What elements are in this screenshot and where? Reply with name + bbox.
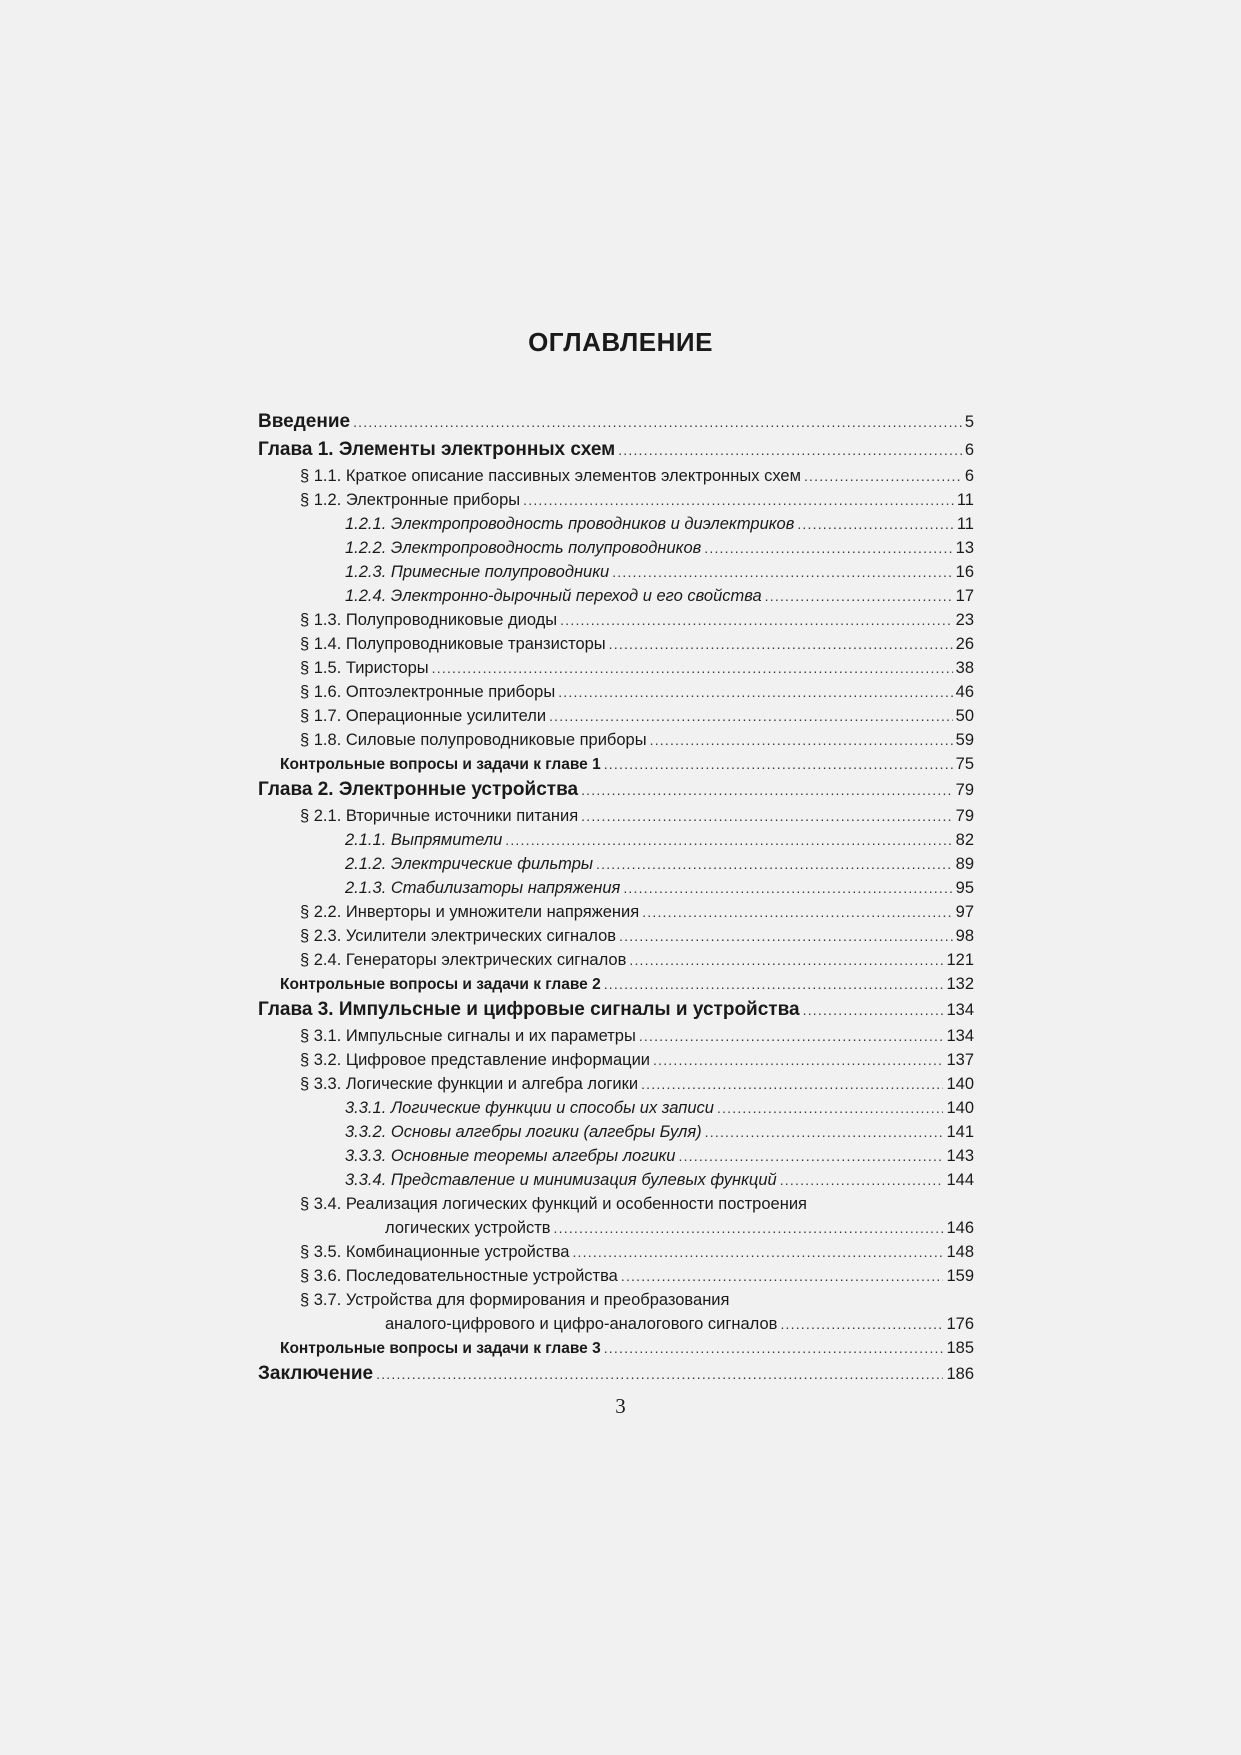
toc-leader-dots (604, 972, 944, 996)
toc-entry-title: § 3.6. Последовательностные устройства (300, 1267, 618, 1285)
toc-entry-cont[interactable] (258, 1216, 974, 1240)
toc-entry-review[interactable] (258, 972, 974, 996)
toc-entry-page: 6 (964, 441, 974, 459)
toc-entry-page: 176 (946, 1315, 974, 1333)
toc-leader-dots (765, 584, 953, 608)
toc-leader-dots (642, 900, 952, 924)
toc-entry-subsection[interactable] (258, 828, 974, 852)
toc-entry-cont[interactable] (258, 1312, 974, 1336)
toc-entry-page: 23 (955, 611, 974, 629)
toc-entry-subsection[interactable] (258, 560, 974, 584)
toc-leader-dots (717, 1096, 944, 1120)
toc-leader-dots (618, 436, 962, 464)
toc-entry-page: 185 (946, 1339, 974, 1357)
toc-entry-section[interactable] (258, 608, 974, 632)
toc-leader-dots (523, 488, 954, 512)
toc-entry-title: § 2.2. Инверторы и умножители напряжения (300, 903, 640, 921)
toc-leader-dots (353, 408, 962, 436)
toc-entry-title: § 3.7. Устройства для формирования и преобразования (300, 1291, 730, 1309)
toc-entry-section[interactable] (258, 1240, 974, 1264)
toc-entry-section[interactable] (258, 1024, 974, 1048)
toc-leader-dots (581, 776, 953, 804)
toc-leader-dots (704, 536, 952, 560)
toc-leader-dots (641, 1072, 943, 1096)
toc-entry-page: 159 (946, 1267, 974, 1285)
toc-entry-section[interactable] (258, 632, 974, 656)
toc-entry-title: Заключение (258, 1363, 374, 1384)
toc-entry-page: 97 (955, 903, 974, 921)
toc-entry-subsection[interactable] (258, 1096, 974, 1120)
toc-entry-section-head[interactable] (258, 1288, 974, 1312)
page-number: 3 (615, 1394, 626, 1418)
toc-entry-title: Контрольные вопросы и задачи к главе 2 (280, 976, 601, 993)
toc-leader-dots (609, 632, 953, 656)
toc-leader-dots (572, 1240, 943, 1264)
toc-entry-title: § 2.1. Вторичные источники питания (300, 807, 579, 825)
toc-entry-subsection[interactable] (258, 584, 974, 608)
toc-leader-dots (558, 680, 952, 704)
toc-entry-title: 1.2.4. Электронно-дырочный переход и его свойства (345, 587, 762, 605)
toc-entry-subsection[interactable] (258, 536, 974, 560)
toc-leader-dots (639, 1024, 944, 1048)
toc-leader-dots (678, 1144, 943, 1168)
toc-leader-dots (653, 1048, 943, 1072)
toc-entry-subsection[interactable] (258, 852, 974, 876)
toc-entry-chapter[interactable] (258, 996, 974, 1024)
toc-entry-title: 3.3.1. Логические функции и способы их записи (345, 1099, 714, 1117)
toc-leader-dots (621, 1264, 944, 1288)
toc-leader-dots (803, 996, 944, 1024)
toc-entry-page: 82 (955, 831, 974, 849)
toc-entry-section[interactable] (258, 804, 974, 828)
toc-entry-page: 132 (946, 975, 974, 993)
toc-entry-page: 144 (946, 1171, 974, 1189)
toc-entry-section[interactable] (258, 924, 974, 948)
toc-leader-dots (705, 1120, 944, 1144)
toc-entry-page: 143 (946, 1147, 974, 1165)
toc-entry-subsection[interactable] (258, 876, 974, 900)
toc-entry-page: 146 (946, 1219, 974, 1237)
toc-entry-section-head[interactable] (258, 1192, 974, 1216)
toc-entry-page: 16 (955, 563, 974, 581)
toc-entry-section[interactable] (258, 680, 974, 704)
toc-entry-page: 11 (956, 491, 974, 509)
toc-entry-title: 2.1.3. Стабилизаторы напряжения (345, 879, 621, 897)
toc-leader-dots (505, 828, 952, 852)
toc-entry-section[interactable] (258, 1264, 974, 1288)
toc-entry-page: 134 (946, 1027, 974, 1045)
toc-leader-dots (780, 1168, 944, 1192)
toc-leader-dots (581, 804, 952, 828)
toc-entry-title: Контрольные вопросы и задачи к главе 1 (280, 756, 601, 773)
toc-entry-section[interactable] (258, 948, 974, 972)
toc-entry-title: § 3.5. Комбинационные устройства (300, 1243, 570, 1261)
toc-entry-page: 26 (955, 635, 974, 653)
toc-entry-title: 1.2.2. Электропроводность полупроводников (345, 539, 702, 557)
toc-entry-subsection[interactable] (258, 1168, 974, 1192)
toc-entry-title: § 1.2. Электронные приборы (300, 491, 521, 509)
toc-entry-title: 1.2.1. Электропроводность проводников и диэлектриков (345, 515, 795, 533)
toc-entry-title: § 3.1. Импульсные сигналы и их параметры (300, 1027, 636, 1045)
toc-entry-subsection[interactable] (258, 1120, 974, 1144)
toc-leader-dots (549, 704, 953, 728)
toc-leader-dots (780, 1312, 943, 1336)
toc-entry-title: § 1.6. Оптоэлектронные приборы (300, 683, 556, 701)
toc-entry-section[interactable] (258, 728, 974, 752)
toc-entry-title: аналого-цифрового и цифро-аналогового сигналов (385, 1315, 778, 1333)
toc-entry-title: Глава 3. Импульсные и цифровые сигналы и устройства (258, 999, 800, 1020)
toc-entry-page: 148 (946, 1243, 974, 1261)
table-of-contents (258, 408, 974, 1388)
toc-entry-section[interactable] (258, 1048, 974, 1072)
toc-entry-title: § 3.4. Реализация логических функций и особенности построения (300, 1195, 807, 1213)
toc-entry-title: Глава 1. Элементы электронных схем (258, 439, 616, 460)
toc-leader-dots (560, 608, 952, 632)
toc-entry-page: 137 (946, 1051, 974, 1069)
toc-entry-title: § 1.3. Полупроводниковые диоды (300, 611, 558, 629)
toc-entry-page: 140 (946, 1075, 974, 1093)
toc-entry-title: логических устройств (385, 1219, 551, 1237)
toc-entry-page: 50 (955, 707, 974, 725)
toc-entry-section[interactable] (258, 900, 974, 924)
toc-entry-page: 79 (955, 807, 974, 825)
toc-leader-dots (432, 656, 953, 680)
toc-entry-page: 75 (955, 755, 974, 773)
toc-entry-page: 121 (946, 951, 974, 969)
toc-entry-title: § 3.3. Логические функции и алгебра логики (300, 1075, 639, 1093)
toc-entry-title: § 1.4. Полупроводниковые транзисторы (300, 635, 606, 653)
toc-entry-page: 11 (956, 515, 974, 533)
toc-entry-title: 3.3.4. Представление и минимизация булевых функций (345, 1171, 777, 1189)
toc-entry-page: 98 (955, 927, 974, 945)
toc-entry-chapter[interactable] (258, 776, 974, 804)
toc-entry-page: 95 (955, 879, 974, 897)
toc-entry-page: 38 (955, 659, 974, 677)
toc-leader-dots (619, 924, 953, 948)
toc-entry-section[interactable] (258, 464, 974, 488)
toc-entry-review[interactable] (258, 752, 974, 776)
toc-leader-dots (797, 512, 954, 536)
toc-leader-dots (604, 752, 953, 776)
toc-entry-page: 89 (955, 855, 974, 873)
toc-entry-page: 140 (946, 1099, 974, 1117)
toc-entry-page: 5 (964, 413, 974, 431)
toc-entry-title: 3.3.2. Основы алгебры логики (алгебры Буля) (345, 1123, 702, 1141)
toc-entry-page: 46 (955, 683, 974, 701)
toc-entry-page: 79 (955, 781, 974, 799)
toc-entry-page: 186 (946, 1365, 974, 1383)
toc-entry-section[interactable] (258, 488, 974, 512)
toc-entry-title: § 3.2. Цифровое представление информации (300, 1051, 651, 1069)
toc-entry-title: § 1.7. Операционные усилители (300, 707, 547, 725)
toc-leader-dots (604, 1336, 944, 1360)
toc-entry-chapter[interactable] (258, 1360, 974, 1388)
toc-entry-page: 6 (964, 467, 974, 485)
toc-entry-review[interactable] (258, 1336, 974, 1360)
toc-entry-section[interactable] (258, 1072, 974, 1096)
toc-entry-chapter[interactable] (258, 436, 974, 464)
toc-entry-title: 3.3.3. Основные теоремы алгебры логики (345, 1147, 676, 1165)
toc-entry-title: 2.1.2. Электрические фильтры (345, 855, 594, 873)
toc-entry-page: 134 (946, 1001, 974, 1019)
toc-entry-title: § 2.3. Усилители электрических сигналов (300, 927, 617, 945)
toc-entry-page: 17 (955, 587, 974, 605)
toc-entry-section[interactable] (258, 704, 974, 728)
toc-entry-title: Контрольные вопросы и задачи к главе 3 (280, 1340, 601, 1357)
toc-leader-dots (376, 1360, 943, 1388)
toc-leader-dots (623, 876, 952, 900)
toc-leader-dots (554, 1216, 944, 1240)
toc-entry-chapter[interactable] (258, 408, 974, 436)
toc-entry-page: 13 (955, 539, 974, 557)
toc-entry-title: 2.1.1. Выпрямители (345, 831, 503, 849)
toc-entry-page: 141 (946, 1123, 974, 1141)
toc-entry-subsection[interactable] (258, 512, 974, 536)
toc-entry-page: 59 (955, 731, 974, 749)
toc-leader-dots (804, 464, 962, 488)
toc-entry-title: 1.2.3. Примесные полупроводники (345, 563, 610, 581)
toc-leader-dots (612, 560, 952, 584)
toc-entry-title: § 2.4. Генераторы электрических сигналов (300, 951, 627, 969)
toc-entry-title: Введение (258, 411, 351, 432)
toc-entry-subsection[interactable] (258, 1144, 974, 1168)
toc-entry-section[interactable] (258, 656, 974, 680)
toc-leader-dots (629, 948, 943, 972)
toc-entry-title: § 1.1. Краткое описание пассивных элементов электронных схем (300, 467, 801, 485)
toc-entry-title: Глава 2. Электронные устройства (258, 779, 579, 800)
toc-entry-title: § 1.8. Силовые полупроводниковые приборы (300, 731, 647, 749)
toc-entry-title: § 1.5. Тиристоры (300, 659, 429, 677)
toc-leader-dots (596, 852, 953, 876)
page-title: ОГЛАВЛЕНИЕ (528, 327, 713, 357)
toc-leader-dots (650, 728, 953, 752)
